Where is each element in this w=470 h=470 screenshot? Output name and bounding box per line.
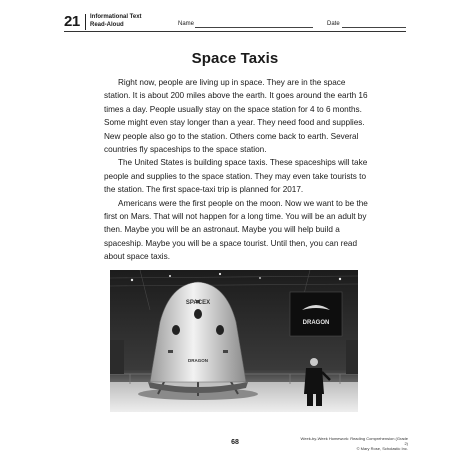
date-label: Date bbox=[327, 21, 340, 27]
paragraph-2: The United States is building space taxis. These spaceships will take people and supplies to the space station. They may even take tourists to the station. The first space-taxi trip is planned for 2017. bbox=[104, 158, 368, 195]
article-body bbox=[104, 76, 372, 264]
credit-line-2: © Mary Rose, Scholastic Inc. bbox=[356, 446, 408, 451]
category-line-2: Read-Aloud bbox=[90, 22, 124, 28]
category-line-1: Informational Text bbox=[90, 14, 142, 20]
header-divider bbox=[85, 14, 86, 30]
footer-credit bbox=[296, 436, 408, 451]
photo-illustration bbox=[110, 270, 358, 412]
name-label: Name bbox=[178, 21, 195, 27]
worksheet-number: 21 bbox=[64, 13, 80, 30]
banner-text: DRAGON bbox=[302, 320, 330, 326]
page-number: 68 bbox=[231, 439, 239, 446]
name-field[interactable] bbox=[195, 27, 313, 28]
header-rule bbox=[64, 31, 406, 32]
page-title: Space Taxis bbox=[191, 50, 279, 67]
capsule-brand-text: SPACEX bbox=[185, 300, 211, 306]
date-field[interactable] bbox=[342, 27, 406, 28]
spacex-dragon-photo bbox=[110, 270, 358, 412]
paragraph-1: Right now, people are living up in space. They are in the space station. It is about 200 miles above the earth. It goes around the earth 16 times a day. People usually stay on the space station for 4 to 6 months. Some might even stay longer than a year. They need food and supplies. New people also go to the station. Others come back to earth. Several countries fly spaceships to the space station. bbox=[104, 78, 368, 155]
paragraph-3: Americans were the first people on the moon. Now we want to be the first on Mars. That will not happen for a long time. You will be an adult by then. Maybe you will be an astronaut. Maybe you will help build a spaceship. Maybe you will be a space tourist. Until then, you can read about space taxis. bbox=[104, 198, 368, 262]
credit-line-1: Week-by-Week Homework: Reading Comprehension (Grade 2) bbox=[300, 436, 408, 446]
worksheet-category bbox=[90, 13, 142, 29]
dragon-banner bbox=[290, 292, 342, 336]
capsule-logo-text: DRAGON bbox=[188, 358, 208, 363]
